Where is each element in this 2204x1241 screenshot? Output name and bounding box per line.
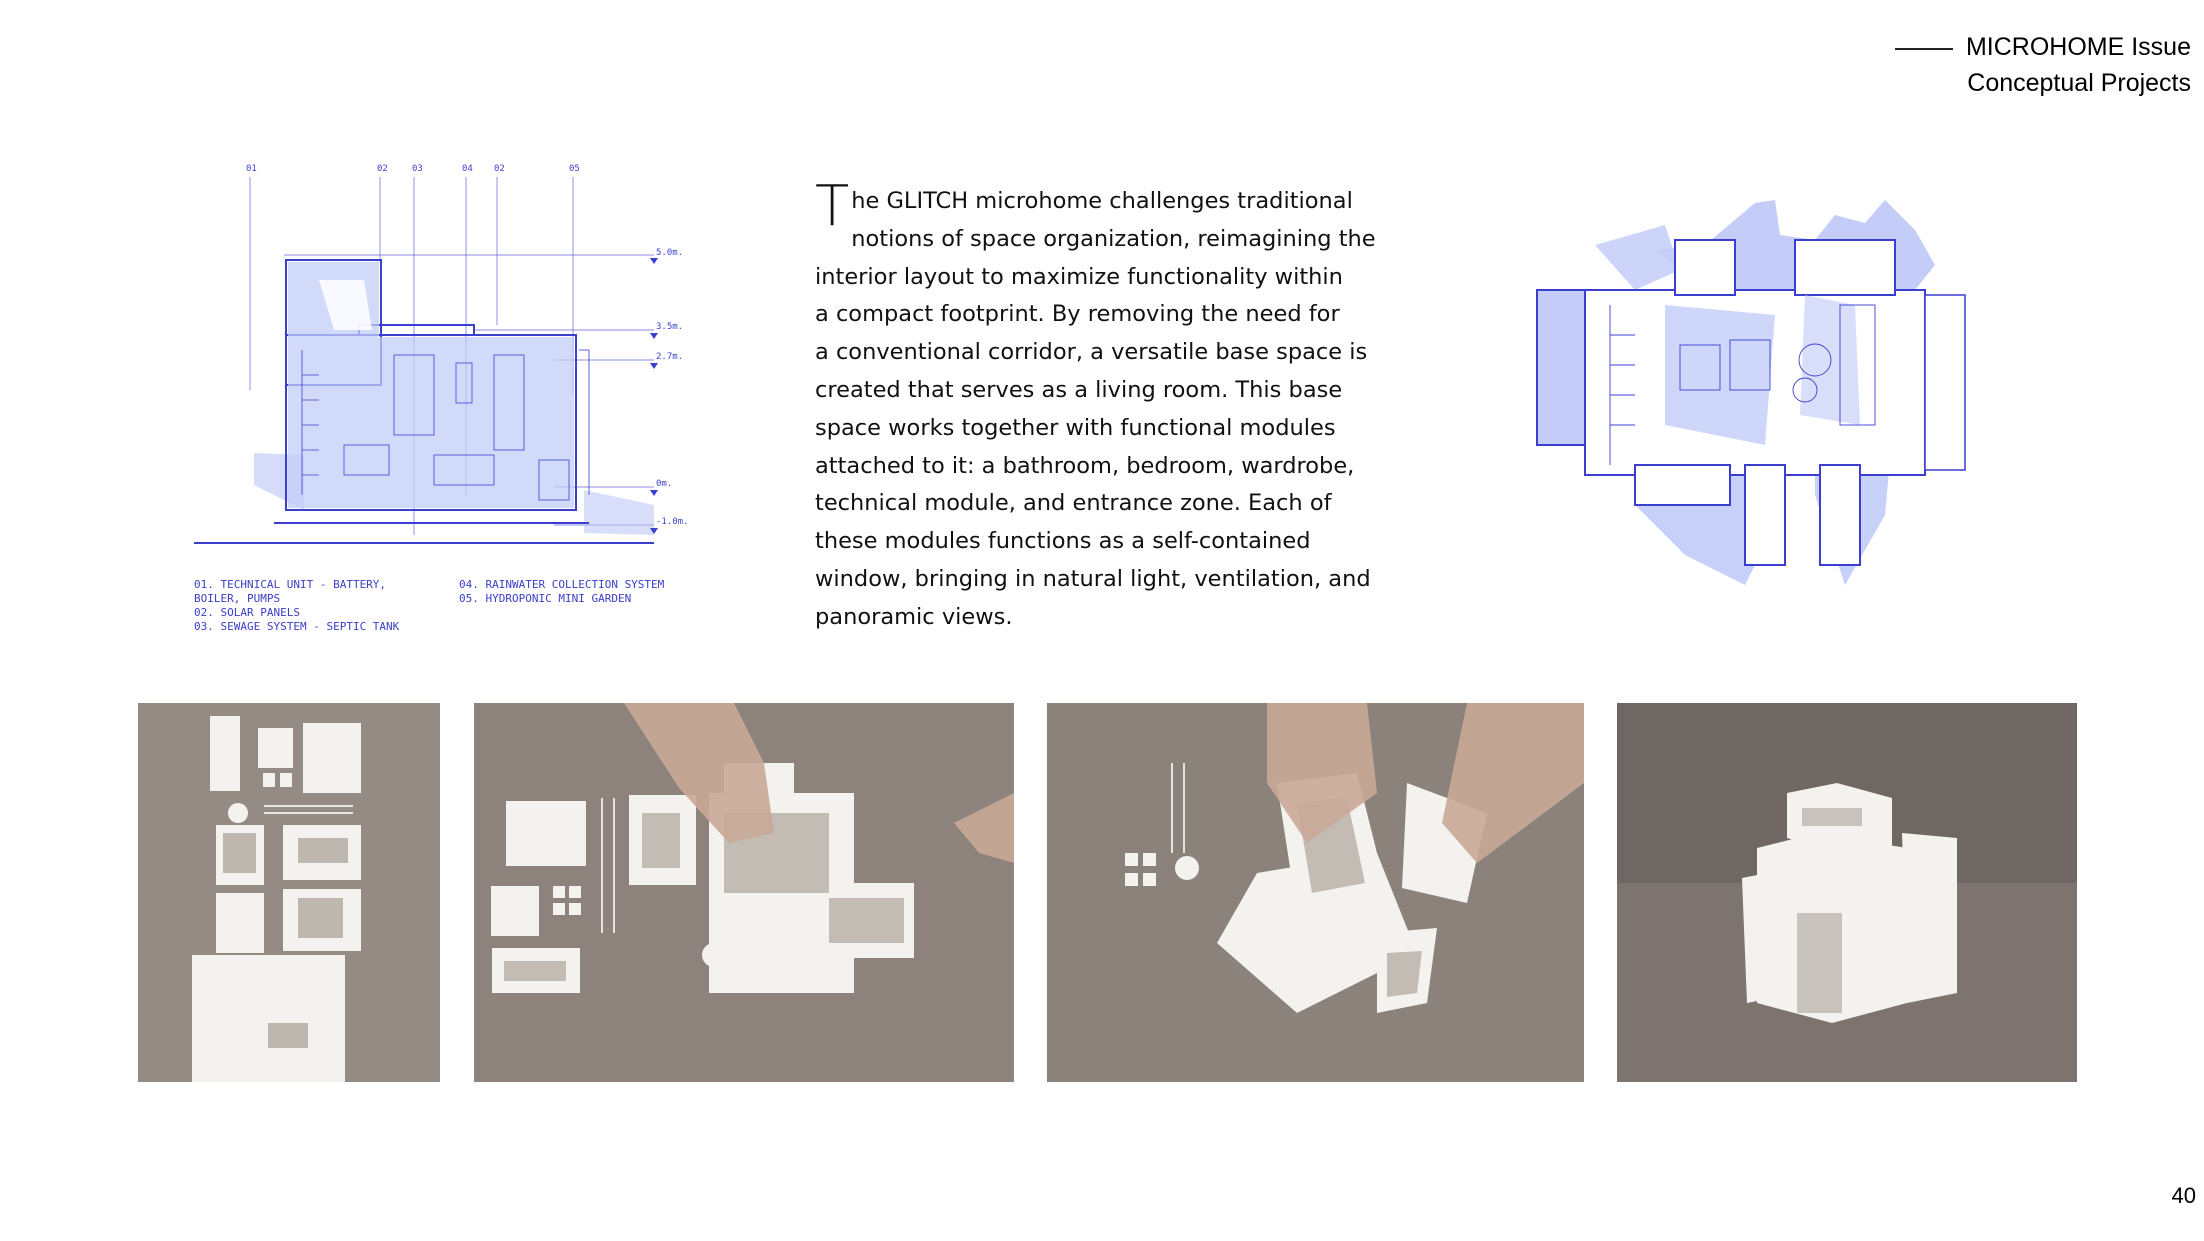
intro-line: panoramic views. xyxy=(815,603,1013,630)
intro-line: notions of space organization, reimagining the xyxy=(851,225,1376,252)
photo-4-svg xyxy=(1617,703,2077,1082)
drop-cap: T xyxy=(815,174,850,239)
header-rule xyxy=(1895,48,1953,50)
intro-line: he GLITCH microhome challenges traditional xyxy=(851,188,1353,214)
intro-line: created that serves as a living room. This base xyxy=(815,376,1343,403)
intro-line: space works together with functional modules xyxy=(815,414,1336,441)
callout-03: 03 xyxy=(412,164,423,174)
level-2-7m: 2.7m. xyxy=(656,352,684,362)
callout-05: 05 xyxy=(569,164,580,174)
intro-line: technical module, and entrance zone. Each of xyxy=(815,490,1332,517)
callout-01: 01 xyxy=(246,164,257,174)
legend-item: 04. RAINWATER COLLECTION SYSTEM xyxy=(459,578,665,591)
photo-3-svg xyxy=(1047,703,1584,1082)
model-photo-hands-assembly xyxy=(474,703,1014,1082)
intro-line: attached to it: a bathroom, bedroom, wardrobe, xyxy=(815,452,1355,479)
section-title: Conceptual Projects xyxy=(1967,69,2191,97)
plan-drawing-svg xyxy=(1515,195,2050,600)
intro-paragraph xyxy=(815,174,1380,637)
legend-left xyxy=(194,578,399,634)
callout-02: 02 xyxy=(377,164,388,174)
level-minus-1m: -1.0m. xyxy=(656,517,689,527)
legend-item: 01. TECHNICAL UNIT - BATTERY, xyxy=(194,578,387,591)
callout-04: 04 xyxy=(462,164,473,174)
plan-drawing xyxy=(1515,195,2050,600)
intro-line: window, bringing in natural light, ventilation, and xyxy=(815,565,1371,592)
section-drawing xyxy=(194,155,714,640)
level-0m: 0m. xyxy=(656,479,673,489)
model-photo-hands-rotating xyxy=(1047,703,1584,1082)
intro-line: a conventional corridor, a versatile base space is xyxy=(815,339,1368,366)
photo-1-svg xyxy=(138,703,440,1082)
section-drawing-svg xyxy=(194,155,714,575)
intro-line: interior layout to maximize functionality within xyxy=(815,263,1343,290)
publication-title: MICROHOME Issue xyxy=(1965,33,2191,61)
legend-item: 03. SEWAGE SYSTEM - SEPTIC TANK xyxy=(194,620,400,633)
model-photo-parts-grid xyxy=(138,703,440,1082)
level-5m: 5.0m. xyxy=(656,248,684,258)
model-photo-assembled xyxy=(1617,703,2077,1082)
intro-line: a compact footprint. By removing the need for xyxy=(815,301,1340,328)
photo-2-svg xyxy=(474,703,1014,1082)
callout-02b: 02 xyxy=(494,164,505,174)
level-3-5m: 3.5m. xyxy=(656,322,684,332)
legend-right xyxy=(459,578,664,606)
legend-item: 05. HYDROPONIC MINI GARDEN xyxy=(459,592,632,605)
legend-item: BOILER, PUMPS xyxy=(194,592,281,605)
intro-line: these modules functions as a self-contained xyxy=(815,528,1311,555)
legend-item: 02. SOLAR PANELS xyxy=(194,606,300,619)
page-number: 40 xyxy=(2171,1183,2196,1208)
